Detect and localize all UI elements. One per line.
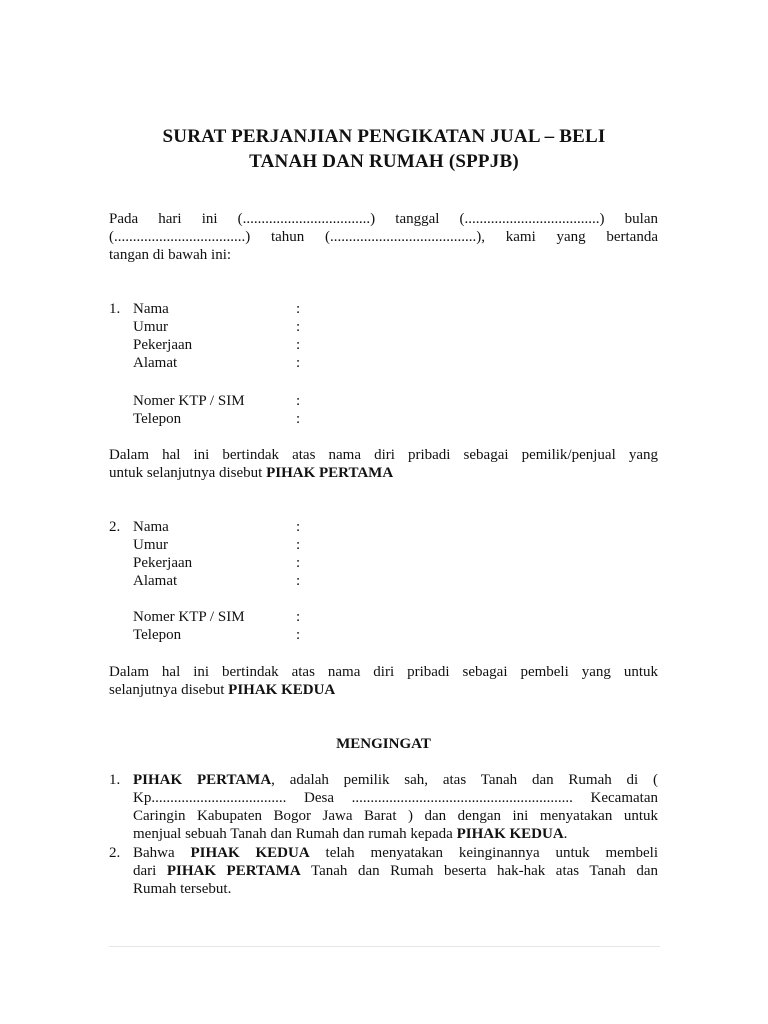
intro-paragraph (109, 210, 658, 264)
party-2-block (109, 518, 658, 648)
field-colon: : (296, 355, 301, 371)
list-item-text: . (563, 826, 568, 842)
field-colon: : (296, 319, 301, 335)
statement-text: selanjutnya disebut (109, 682, 229, 698)
field-label: Pekerjaan (133, 337, 193, 353)
statement-line: Dalam hal ini bertindak atas nama diri pribadi sebagai pembeli yang untuk (109, 664, 658, 680)
field-colon: : (296, 411, 301, 427)
mengingat-item-2 (109, 844, 658, 898)
field-label: Umur (133, 319, 168, 335)
intro-line: tangan di bawah ini: (109, 247, 232, 263)
field-label: Nomer KTP / SIM (133, 609, 245, 625)
field-colon: : (296, 393, 301, 409)
page-divider (109, 946, 660, 947)
list-item-line: Rumah tersebut. (133, 881, 232, 897)
field-colon: : (296, 537, 301, 553)
field-colon: : (296, 573, 301, 589)
party-2-statement (109, 663, 658, 699)
field-colon: : (296, 627, 301, 643)
list-item-text: Bahwa (133, 845, 191, 861)
field-label: Telepon (133, 411, 182, 427)
list-item-text: , adalah pemilik sah, atas Tanah dan Rumah di ( (271, 772, 659, 788)
document-title-line1: SURAT PERJANJIAN PENGIKATAN JUAL – BELI (162, 126, 606, 147)
statement-line: Dalam hal ini bertindak atas nama diri pribadi sebagai pemilik/penjual yang (109, 447, 658, 463)
list-item-text: menjual sebuah Tanah dan Rumah dan rumah kepada (133, 826, 457, 842)
party-designation: PIHAK PERTAMA (133, 772, 272, 788)
list-item-line (133, 844, 658, 862)
field-label: Alamat (133, 355, 178, 371)
list-item-text: telah menyatakan keinginannya untuk membeli (309, 845, 658, 861)
intro-line: (...................................) tahun (.......................................), kami yang bertanda (109, 229, 658, 245)
list-number: 1. (109, 772, 121, 788)
field-label: Nama (133, 519, 169, 535)
list-item-line (133, 825, 658, 843)
list-item-line (133, 862, 658, 880)
intro-line: Pada hari ini (..................................) tanggal (....................................) bulan (109, 211, 658, 227)
field-colon: : (296, 555, 301, 571)
field-label: Alamat (133, 573, 178, 589)
statement-text: untuk selanjutnya disebut (109, 465, 267, 481)
field-label: Nama (133, 301, 169, 317)
section-heading-mengingat: MENGINGAT (336, 736, 431, 752)
list-number: 2. (109, 845, 121, 861)
party-designation: PIHAK KEDUA (190, 845, 310, 861)
party-number: 2. (109, 519, 121, 535)
list-item-body (133, 771, 658, 843)
statement-line (109, 681, 658, 699)
field-label: Pekerjaan (133, 555, 193, 571)
party-designation: PIHAK PERTAMA (166, 863, 301, 879)
party-designation: PIHAK PERTAMA (266, 465, 394, 481)
field-label: Umur (133, 537, 168, 553)
party-designation: PIHAK KEDUA (456, 826, 564, 842)
list-item-text: Tanah dan Rumah beserta hak-hak atas Tanah dan (300, 863, 658, 879)
party-designation: PIHAK KEDUA (228, 682, 336, 698)
party-1-statement (109, 446, 658, 482)
document-title-line2: TANAH DAN RUMAH (SPPJB) (249, 151, 519, 172)
statement-line (109, 464, 658, 482)
list-item-line (133, 771, 658, 789)
party-number: 1. (109, 301, 121, 317)
field-colon: : (296, 301, 301, 317)
field-label: Telepon (133, 627, 182, 643)
field-label: Nomer KTP / SIM (133, 393, 245, 409)
mengingat-item-1 (109, 771, 658, 843)
field-colon: : (296, 609, 301, 625)
list-item-line: Kp.................................... Desa ........................................................... Kecamatan (133, 790, 658, 806)
list-item-body (133, 844, 658, 898)
party-1-block (109, 300, 658, 430)
field-colon: : (296, 337, 301, 353)
list-item-line: Caringin Kabupaten Bogor Jawa Barat ) dan dengan ini menyatakan untuk (133, 808, 658, 824)
list-item-text: dari (133, 863, 167, 879)
field-colon: : (296, 519, 301, 535)
